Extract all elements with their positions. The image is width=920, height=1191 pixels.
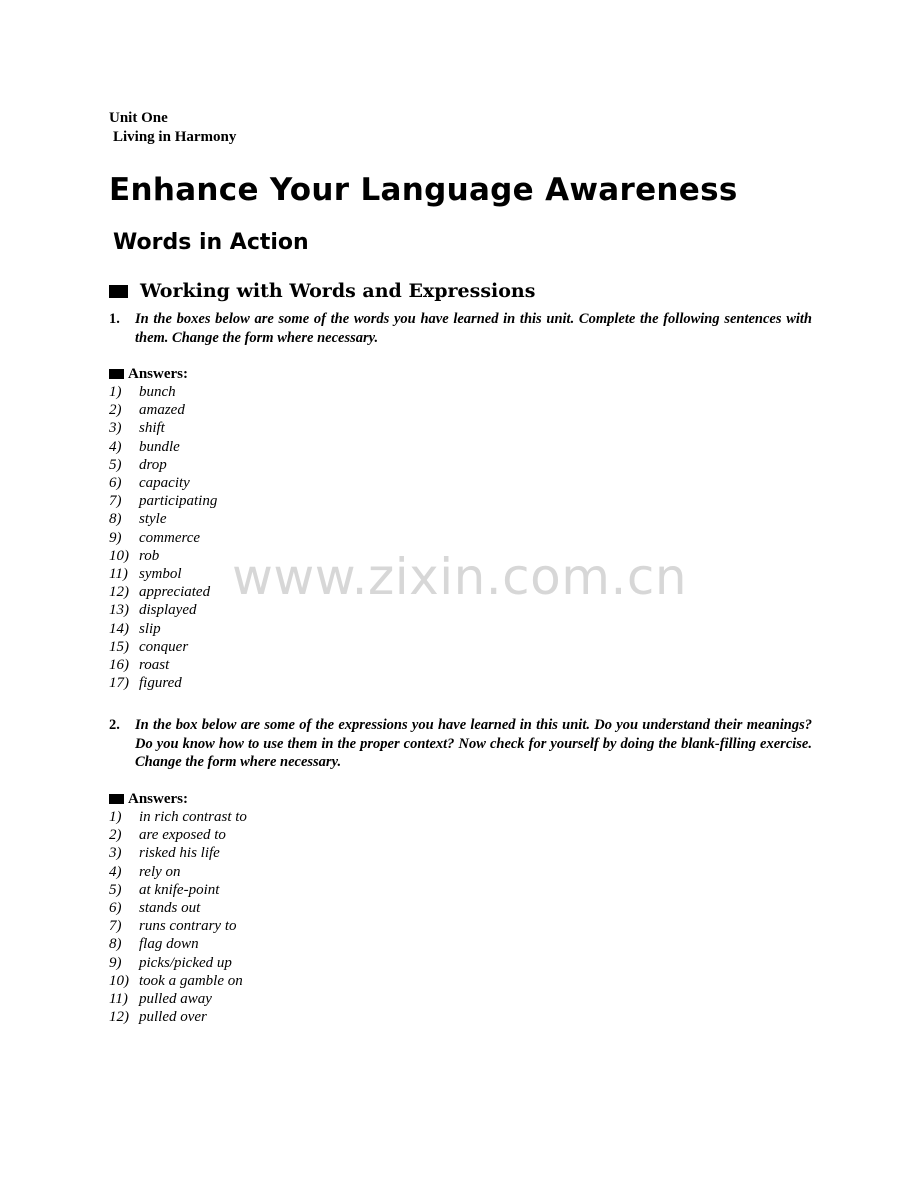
answers-label: Answers: <box>128 366 188 382</box>
answer-item <box>109 990 812 1008</box>
answer-item <box>109 492 812 510</box>
answer-number: 7) <box>109 918 122 935</box>
answer-text: took a gamble on <box>139 972 243 989</box>
answer-number: 1) <box>109 808 122 825</box>
answer-text: bunch <box>139 384 176 400</box>
answer-text: figured <box>139 675 182 692</box>
bullet-square-icon <box>109 285 128 298</box>
answer-item <box>109 844 812 862</box>
unit-label: Unit One <box>109 110 168 126</box>
exercise-1-text: In the boxes below are some of the words you have learned in this unit. Complete the following sentences with them. Change the form where necessary. <box>135 311 812 346</box>
answer-number: 4) <box>109 438 122 455</box>
answer-item <box>109 438 812 456</box>
answer-item <box>109 510 812 528</box>
answer-number: 5) <box>109 456 122 473</box>
answer-text: commerce <box>139 529 201 546</box>
answer-text: rely on <box>139 863 181 880</box>
answer-text: displayed <box>139 602 197 619</box>
answer-item <box>109 954 812 972</box>
answer-text: participating <box>139 493 218 510</box>
answer-number: 11) <box>109 990 128 1007</box>
answer-text: risked his life <box>139 845 220 862</box>
answer-item <box>109 899 812 917</box>
exercise-1-answers-heading <box>109 365 812 383</box>
answer-item <box>109 620 812 638</box>
answer-text: bundle <box>139 438 180 455</box>
answer-number: 7) <box>109 493 122 510</box>
answer-number: 9) <box>109 954 122 971</box>
answer-number: 10) <box>109 972 129 989</box>
answer-text: are exposed to <box>139 827 226 844</box>
answer-item <box>109 529 812 547</box>
bullet-square-icon <box>109 369 124 379</box>
answer-text: shift <box>139 420 165 437</box>
answer-number: 8) <box>109 936 122 953</box>
answer-item <box>109 826 812 844</box>
answer-item <box>109 401 812 419</box>
answer-number: 6) <box>109 899 122 916</box>
answer-text: roast <box>139 657 170 674</box>
answer-item <box>109 972 812 990</box>
answer-number: 6) <box>109 475 122 492</box>
answer-number: 16) <box>109 657 129 674</box>
answer-text: in rich contrast to <box>139 808 247 825</box>
answer-item <box>109 419 812 437</box>
answer-item <box>109 674 812 692</box>
answer-text: pulled over <box>139 1009 207 1026</box>
answer-item <box>109 383 812 401</box>
unit-title: Living in Harmony <box>113 129 237 145</box>
answer-text: appreciated <box>139 584 211 601</box>
main-heading: Enhance Your Language Awareness <box>109 172 738 208</box>
answer-text: at knife-point <box>139 881 220 898</box>
answer-number: 14) <box>109 620 129 637</box>
answer-number: 13) <box>109 602 129 619</box>
answer-item <box>109 1008 812 1026</box>
answer-item <box>109 935 812 953</box>
answer-item <box>109 863 812 881</box>
answer-number: 3) <box>109 845 122 862</box>
answer-number: 12) <box>109 1009 129 1026</box>
answer-text: stands out <box>139 899 201 916</box>
answer-text: picks/picked up <box>139 954 232 971</box>
answer-number: 10) <box>109 547 129 564</box>
answer-number: 2) <box>109 827 122 844</box>
answer-number: 12) <box>109 584 129 601</box>
answer-item <box>109 638 812 656</box>
exercise-2-instruction <box>109 716 812 772</box>
watermark: www.zixin.com.cn <box>232 548 688 606</box>
answer-item <box>109 456 812 474</box>
answer-text: rob <box>139 547 160 564</box>
answer-item <box>109 656 812 674</box>
answer-item <box>109 881 812 899</box>
answer-item <box>109 474 812 492</box>
answer-number: 5) <box>109 881 122 898</box>
section-heading <box>109 278 812 304</box>
answer-text: drop <box>139 456 167 473</box>
answer-text: runs contrary to <box>139 918 237 935</box>
answer-item <box>109 917 812 935</box>
answer-text: flag down <box>139 936 199 953</box>
answer-text: style <box>139 511 167 528</box>
exercise-2-number: 2. <box>109 717 120 734</box>
answer-item <box>109 808 812 826</box>
exercise-2-answer-list <box>109 808 812 1026</box>
answer-number: 9) <box>109 529 122 546</box>
answer-number: 11) <box>109 566 128 583</box>
exercise-2-text: In the box below are some of the expressions you have learned in this unit. Do you understand their meanings? Do you know how to use them in the proper context? Now check for yourself by doing the blank-filling exercise. Change the form where necessary. <box>135 717 812 771</box>
exercise-1-instruction <box>109 310 812 347</box>
sub-heading: Words in Action <box>113 230 309 255</box>
answer-text: slip <box>139 620 161 637</box>
answers-label: Answers: <box>128 790 188 807</box>
answer-number: 2) <box>109 402 122 419</box>
answer-text: amazed <box>139 402 185 419</box>
answer-text: pulled away <box>139 990 212 1007</box>
answer-number: 1) <box>109 384 122 400</box>
answer-text: conquer <box>139 638 189 655</box>
exercise-1-number: 1. <box>109 311 120 327</box>
section-title: Working with Words and Expressions <box>140 280 536 302</box>
answer-number: 17) <box>109 675 129 692</box>
exercise-1-answer-list <box>109 383 812 692</box>
answer-text: symbol <box>139 566 182 583</box>
answer-number: 3) <box>109 420 122 437</box>
answer-number: 15) <box>109 638 129 655</box>
exercise-2-answers-heading <box>109 790 812 808</box>
answer-text: capacity <box>139 475 190 492</box>
answer-number: 8) <box>109 511 122 528</box>
answer-number: 4) <box>109 863 122 880</box>
bullet-square-icon <box>109 794 124 804</box>
